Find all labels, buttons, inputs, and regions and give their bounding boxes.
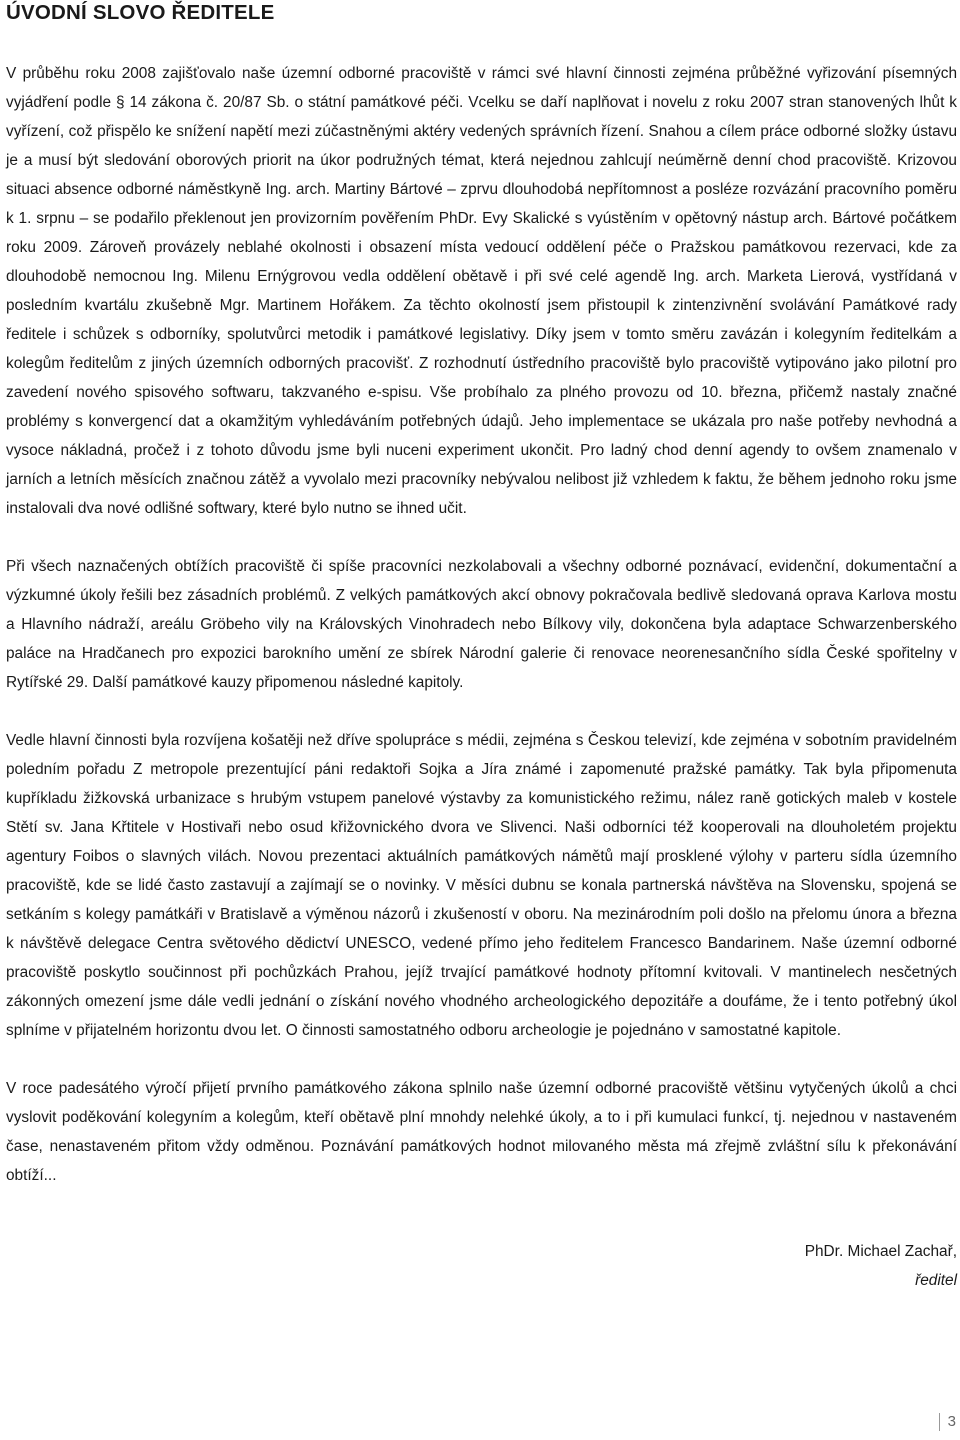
paragraph: Při všech naznačených obtížích pracoviště či spíše pracovníci nezkolabovali a všechny odborné poznávací, evidenční, dokumentační a výzkumné úkoly řešili bez zásadních problémů. Z velkých památkových akcí obnovy pokračovala bedlivě sledovaná oprava Karlova mostu a Hlavního nádraží, areálu Gröbeho vily na Královských Vinohradech nebo Bílkovy vily, dokončena byla adaptace Schwarzenberského paláce na Hradčanech pro expozici barokního umění ze sbírek Národní galerie či renovace neorenesančního sídla České spořitelny v Rytířské 29. Další památkové kauzy připomenou následné kapitoly.: [6, 558, 957, 691]
page-number-divider: [939, 1413, 940, 1431]
page-number: [939, 1413, 956, 1431]
page: [6, 0, 957, 1219]
body-text: [6, 59, 957, 1190]
signature-role: ředitel: [915, 1272, 957, 1289]
signature-block: [805, 1237, 957, 1295]
page-title: ÚVODNÍ SLOVO ŘEDITELE: [6, 1, 275, 24]
signature-name: PhDr. Michael Zachař,: [804, 1243, 957, 1260]
page-number-value: 3: [947, 1413, 956, 1430]
paragraph: V průběhu roku 2008 zajišťovalo naše územní odborné pracoviště v rámci své hlavní činnosti zejména průběžné vyřizování písemných vyjádření podle § 14 zákona č. 20/87 Sb. o státní památkové péči. Vcelku se daří naplňovat i novelu z roku 2007 stran stanovených lhůt k vyřízení, což přispělo ke snížení napětí mezi zúčastněnými aktéry vedených správních řízení. Snahou a cílem práce odborné složky ústavu je a musí být sledování oborových priorit na úkor podružných témat, která nejednou zahlcují neúměrně denní chod pracoviště. Krizovou situaci absence odborné náměstkyně Ing. arch. Martiny Bártové – zprvu dlouhodobá nepřítomnost a posléze rozvázání pracovního poměru k 1. srpnu – se podařilo překlenout jen provizorním pověřením PhDr. Evy Skalické s vyústěním v opětovný nástup arch. Bártové počátkem roku 2009. Zároveň provázely neblahé okolnosti i obsazení místa vedoucí oddělení péče o Pražskou památkovou rezervaci, kde za dlouhodobě nemocnou Ing. Milenu Ernýgrovou vedla oddělení obětavě i při své celé agendě Ing. arch. Marketa Lierová, vystřídaná v posledním kvartálu zkušebně Mgr. Martinem Hořákem. Za těchto okolností jsem přistoupil k zintenzivnění svolávání Památkové rady ředitele i schůzek s odborníky, spolutvůrci metodik i památkové legislativy. Díky jsem v tomto směru zavázán i kolegyním ředitelkám a kolegům ředitelům z jiných územních odborných pracovišť. Z rozhodnutí ústředního pracoviště bylo pracoviště vytipováno jako pilotní pro zavedení nového spisového softwaru, takzvaného e-spisu. Vše probíhalo za plného provozu od 10. března, přičemž nastaly značné problémy s konvergencí dat a okamžitým vyhledáváním potřebných údajů. Jeho implementace se ukázala pro naše potřeby nevhodná a vysoce nákladná, pročež i z tohoto důvodu jsme byli nuceni experiment ukončit. Pro ladný chod denní agendy to ovšem znamenalo v jarních a letních měsících značnou zátěž a vyvolalo mezi pracovníky nebývalou nelibost již vzhledem k faktu, že během jednoho roku jsme instalovali dva nové odlišné softwary, které bylo nutno se ihned učit.: [6, 65, 957, 517]
paragraph: Vedle hlavní činnosti byla rozvíjena košatěji než dříve spolupráce s médii, zejména s Českou televizí, kde zejména v sobotním pravidelném poledním pořadu Z metropole prezentující páni redaktoři Sojka a Jíra známé i zapomenuté pražské památky. Tak byla připomenuta kupříkladu žižkovská urbanizace s hrubým vstupem panelové výstavby za komunistického režimu, nález raně gotických maleb v kostele Stětí sv. Jana Křtitele v Hostivaři nebo osud křižovnického dvora ve Slivenci. Naši odborníci též kooperovali na dlouholetém projektu agentury Foibos o slavných vilách. Novou prezentaci aktuálních památkových námětů mají prosklené výlohy v parteru sídla územního pracoviště, kde se lidé často zastavují a zajímají se o novinky. V měsíci dubnu se konala partnerská návštěva na Slovensku, spojená se setkáním s kolegy památkáři v Bratislavě a výměnou názorů i zkušeností v oboru. Na mezinárodním poli došlo na přelomu února a března k návštěvě delegace Centra světového dědictví UNESCO, vedené přímo jeho ředitelem Francesco Bandarinem. Naše územní odborné pracoviště poskytlo součinnost při pochůzkách Prahou, jejíž trvající památkové hodnoty přítomní kvitovali. V mantinelech nesčetných zákonných omezení jsme dále vedli jednání o získání nového vhodného archeologického depozitáře a doufáme, že i tento potřebný úkol splníme v přijatelném horizontu dvou let. O činnosti samostatného odboru archeologie je pojednáno v samostatné kapitole.: [6, 732, 957, 1039]
paragraph: V roce padesátého výročí přijetí prvního památkového zákona splnilo naše územní odborné pracoviště většinu vytyčených úkolů a chci vyslovit poděkování kolegyním a kolegům, kteří obětavě plní mnohdy nelehké úkoly, a to i při kumulaci funkcí, tj. nejednou v nastaveném čase, nenastaveném přitom vždy odměnou. Poznávání památkových hodnot milovaného města má zřejmě zvláštní sílu k překonávání obtíží...: [6, 1080, 957, 1184]
